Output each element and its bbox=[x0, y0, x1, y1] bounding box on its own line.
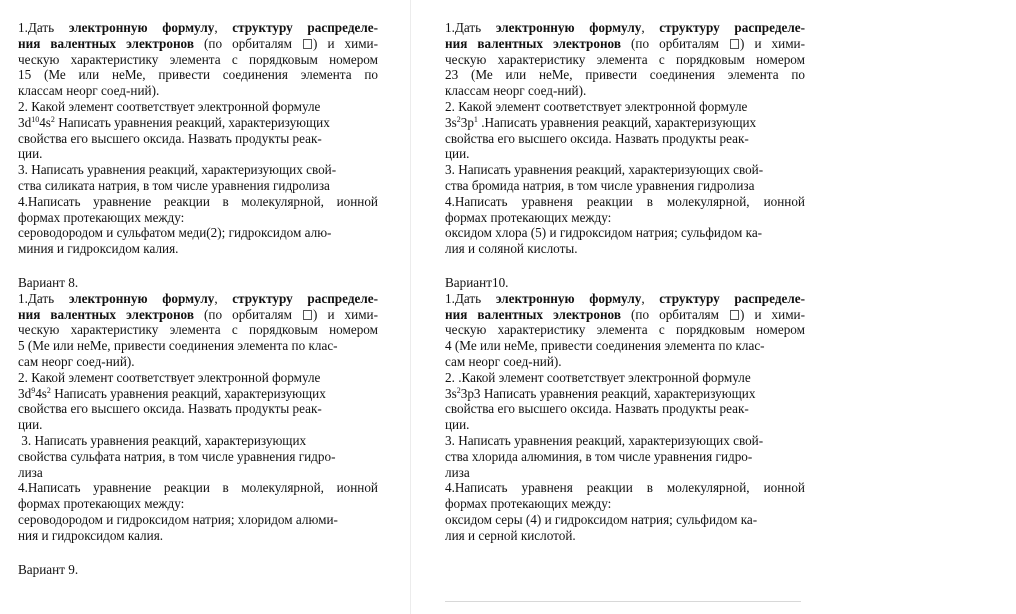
q2-line: свойства его высшего оксида. Назвать продукты реак- bbox=[445, 130, 749, 146]
formula-sup: 2 bbox=[456, 385, 461, 395]
q1-line: ческую характеристику элемента с порядковым номером bbox=[445, 322, 805, 338]
variant-heading: Вариант 9. bbox=[18, 561, 79, 577]
q1-sep: , bbox=[214, 290, 233, 306]
q1-line: классам неорг соед-ний). bbox=[445, 83, 587, 99]
q1-orbital-text: (по орбиталям bbox=[620, 35, 729, 51]
q1-bold-formula: электронную формулу bbox=[68, 20, 215, 35]
variant-block bbox=[18, 275, 378, 544]
orbital-box-icon bbox=[303, 39, 312, 49]
q2-line: ции. bbox=[18, 146, 43, 162]
q1-after-box: ) и хими- bbox=[740, 306, 805, 322]
formula-sup: 2 bbox=[46, 385, 51, 395]
question-1 bbox=[18, 20, 378, 99]
q2-line: Написать уравнения реакций, характеризующих bbox=[480, 385, 756, 401]
q1-line: 23 (Ме или неМе, привести соединения элемента по bbox=[445, 67, 805, 83]
q3-line: 3. Написать уравнения реакций, характеризующих свой- bbox=[445, 162, 764, 178]
q2-line: Написать уравнения реакций, характеризующих bbox=[54, 114, 330, 130]
q4-line: лия и серной кислотой. bbox=[445, 527, 576, 543]
q1-orbital-text: (по орбиталям bbox=[193, 35, 302, 51]
q2-line: Написать уравнения реакций, характеризующих bbox=[50, 385, 326, 401]
q4-line: сероводородом и сульфатом меди(2); гидроксидом алю- bbox=[18, 225, 332, 241]
formula-part: 3s bbox=[445, 114, 457, 130]
question-2 bbox=[445, 99, 805, 162]
orbital-box-icon bbox=[730, 39, 739, 49]
q4-line: формах протекающих между: bbox=[18, 209, 185, 225]
q2-line: 2. Какой элемент соответствует электронной формуле bbox=[445, 98, 748, 114]
q1-bold-valence: ния валентных электронов bbox=[18, 35, 194, 51]
q1-line: сам неорг соед-ний). bbox=[18, 353, 135, 369]
q4-line: формах протекающих между: bbox=[445, 496, 612, 512]
variant-block bbox=[445, 275, 805, 544]
q1-orbital-text: (по орбиталям bbox=[620, 306, 729, 322]
q1-bold-structure: структуру распределе- bbox=[232, 20, 378, 35]
q2-line: свойства его высшего оксида. Назвать продукты реак- bbox=[445, 401, 749, 417]
q1-after-box: ) и хими- bbox=[740, 35, 805, 51]
q2-line: 2. Какой элемент соответствует электронной формуле bbox=[18, 98, 321, 114]
variant-block bbox=[18, 20, 378, 257]
question-2 bbox=[18, 370, 378, 433]
q1-line: 15 (Ме или неМе, привести соединения элемента по bbox=[18, 67, 378, 83]
q4-line: 4.Написать уравнение реакции в молекулярной, ионной bbox=[18, 193, 378, 209]
q2-line: свойства его высшего оксида. Назвать продукты реак- bbox=[18, 401, 322, 417]
q1-line: сам неорг соед-ний). bbox=[445, 353, 562, 369]
q4-line: миния и гидроксидом калия. bbox=[18, 241, 179, 257]
q1-after-box: ) и хими- bbox=[313, 306, 378, 322]
q4-line: 4.Написать уравненя реакции в молекулярной, ионной bbox=[445, 480, 805, 496]
q1-line: ческую характеристику элемента с порядковым номером bbox=[18, 51, 378, 67]
q3-line: лиза bbox=[18, 464, 43, 480]
q4-line: ния и гидроксидом калия. bbox=[18, 527, 164, 543]
q4-line: формах протекающих между: bbox=[18, 496, 185, 512]
question-4 bbox=[445, 480, 805, 543]
formula-part: 3p bbox=[460, 114, 474, 130]
question-3 bbox=[18, 433, 378, 480]
q3-line: лиза bbox=[445, 464, 470, 480]
q1-line: 4 (Ме или неМе, привести соединения элемента по клас- bbox=[445, 338, 765, 354]
q3-line: 3. Написать уравнения реакций, характеризующих свой- bbox=[445, 432, 764, 448]
column-divider bbox=[410, 0, 411, 614]
q1-after-box: ) и хими- bbox=[313, 35, 378, 51]
formula-part: 4s bbox=[39, 114, 51, 130]
formula-part: 3d bbox=[18, 385, 32, 401]
q1-prefix: 1.Дать bbox=[18, 20, 69, 35]
q1-prefix: 1.Дать bbox=[445, 20, 496, 35]
q2-line: 2. .Какой элемент соответствует электронной формуле bbox=[445, 369, 751, 385]
question-4 bbox=[18, 480, 378, 543]
q1-bold-structure: структуру распределе- bbox=[659, 20, 805, 35]
variant-block bbox=[445, 20, 805, 257]
right-column bbox=[445, 20, 805, 562]
q4-line: 4.Написать уравненя реакции в молекулярной, ионной bbox=[445, 193, 805, 209]
q3-line: свойства сульфата натрия, в том числе уравнения гидро- bbox=[18, 448, 336, 464]
question-2 bbox=[445, 370, 805, 433]
q2-line: ции. bbox=[445, 417, 470, 433]
formula-sup: 9 bbox=[31, 385, 36, 395]
q3-line: 3. Написать уравнения реакций, характеризующих свой- bbox=[18, 162, 337, 178]
question-3 bbox=[445, 162, 805, 194]
variant-heading: Вариант 8. bbox=[18, 274, 79, 290]
question-1 bbox=[18, 291, 378, 370]
question-3 bbox=[18, 162, 378, 194]
q1-sep: , bbox=[214, 20, 233, 35]
q1-bold-formula: электронную формулу bbox=[495, 290, 642, 306]
q2-line: .Написать уравнения реакций, характеризующих bbox=[477, 114, 757, 130]
q1-line: классам неорг соед-ний). bbox=[18, 83, 160, 99]
bottom-rule bbox=[445, 601, 801, 602]
q1-prefix: 1.Дать bbox=[445, 290, 496, 306]
left-column bbox=[18, 20, 378, 577]
q1-prefix: 1.Дать bbox=[18, 290, 69, 306]
q3-line: 3. Написать уравнения реакций, характеризующих bbox=[18, 432, 307, 448]
q4-line: сероводородом и гидроксидом натрия; хлоридом алюми- bbox=[18, 511, 338, 527]
formula-sup: 10 bbox=[31, 114, 40, 124]
q4-line: оксидом серы (4) и гидроксидом натрия; сульфидом ка- bbox=[445, 511, 758, 527]
q1-bold-structure: структуру распределе- bbox=[659, 290, 805, 306]
q1-line: ческую характеристику элемента с порядковым номером bbox=[445, 51, 805, 67]
formula-sup: 2 bbox=[456, 114, 461, 124]
q4-line: лия и соляной кислоты. bbox=[445, 241, 578, 257]
question-4 bbox=[18, 194, 378, 257]
q1-bold-valence: ния валентных электронов bbox=[18, 306, 194, 322]
question-3 bbox=[445, 433, 805, 480]
orbital-box-icon bbox=[303, 310, 312, 320]
q1-bold-formula: электронную формулу bbox=[495, 20, 642, 35]
question-2 bbox=[18, 99, 378, 162]
q1-bold-valence: ния валентных электронов bbox=[445, 35, 621, 51]
q1-line: 5 (Ме или неМе, привести соединения элемента по клас- bbox=[18, 338, 338, 354]
question-1 bbox=[445, 291, 805, 370]
formula-part: 3p3 bbox=[460, 385, 481, 401]
q2-line: свойства его высшего оксида. Назвать продукты реак- bbox=[18, 130, 322, 146]
q1-sep: , bbox=[641, 20, 660, 35]
q4-line: формах протекающих между: bbox=[445, 209, 612, 225]
q3-line: ства хлорида алюминия, в том числе уравнения гидро- bbox=[445, 448, 753, 464]
formula-sup: 1 bbox=[473, 114, 478, 124]
q1-orbital-text: (по орбиталям bbox=[193, 306, 302, 322]
q4-line: 4.Написать уравнение реакции в молекулярной, ионной bbox=[18, 480, 378, 496]
q2-line: ции. bbox=[18, 417, 43, 433]
q4-line: оксидом хлора (5) и гидроксидом натрия; сульфидом ка- bbox=[445, 225, 763, 241]
question-4 bbox=[445, 194, 805, 257]
formula-part: 3s bbox=[445, 385, 457, 401]
q3-line: ства силиката натрия, в том числе уравнения гидролиза bbox=[18, 177, 330, 193]
q1-sep: , bbox=[641, 290, 660, 306]
formula-part: 4s bbox=[35, 385, 47, 401]
q2-line: ции. bbox=[445, 146, 470, 162]
q2-line: 2. Какой элемент соответствует электронной формуле bbox=[18, 369, 321, 385]
q1-bold-structure: структуру распределе- bbox=[232, 290, 378, 306]
formula-sup: 2 bbox=[50, 114, 55, 124]
formula-part: 3d bbox=[18, 114, 32, 130]
q1-bold-formula: электронную формулу bbox=[68, 290, 215, 306]
orbital-box-icon bbox=[730, 310, 739, 320]
q1-line: ческую характеристику элемента с порядковым номером bbox=[18, 322, 378, 338]
variant-heading: Вариант10. bbox=[445, 274, 509, 290]
q1-bold-valence: ния валентных электронов bbox=[445, 306, 621, 322]
q3-line: ства бромида натрия, в том числе уравнения гидролиза bbox=[445, 177, 755, 193]
question-1 bbox=[445, 20, 805, 99]
